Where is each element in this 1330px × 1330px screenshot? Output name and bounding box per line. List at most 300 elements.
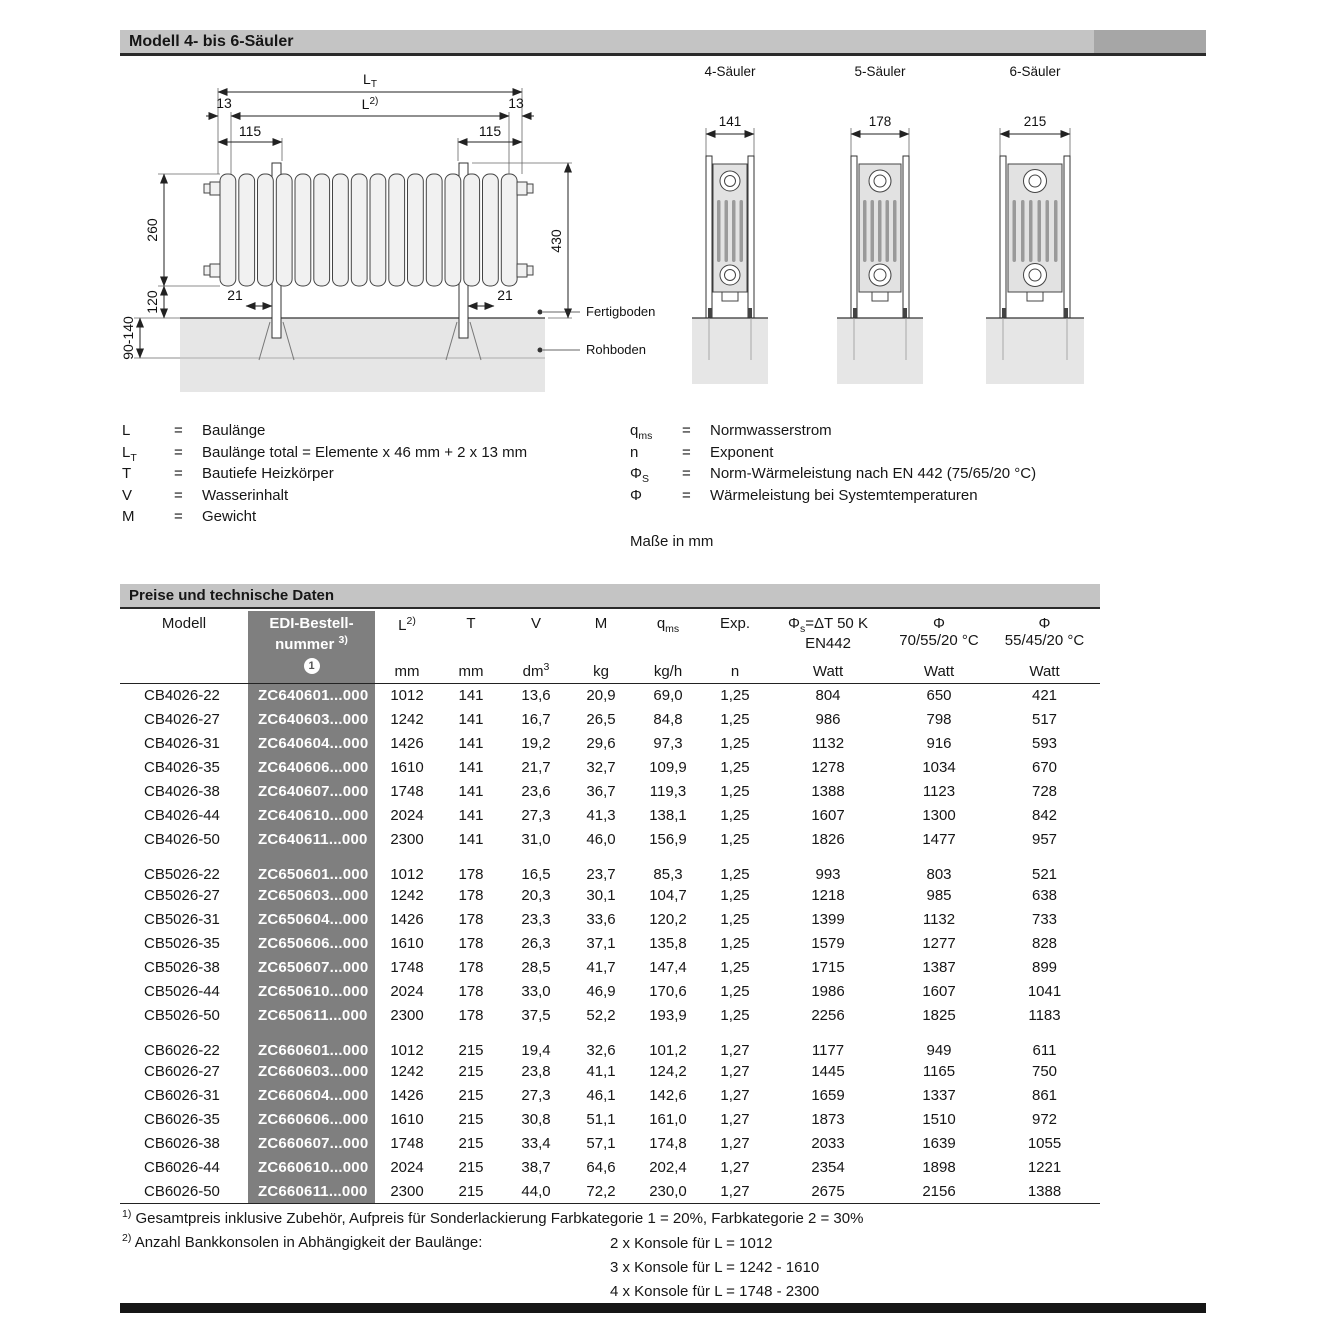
fertigboden-label: Fertigboden — [586, 304, 656, 319]
qms-cell: 161,0 — [649, 1111, 687, 1128]
table-row — [120, 1004, 1100, 1028]
qms-cell: 104,7 — [649, 887, 687, 904]
v-cell: 23,3 — [521, 911, 551, 928]
phi-70-cell: 2156 — [889, 1180, 989, 1204]
table-row — [120, 684, 1100, 708]
phi-s-cell: 2256 — [811, 1007, 845, 1024]
svg-text:430: 430 — [548, 229, 564, 253]
table-row — [120, 932, 1100, 956]
exp-cell: 1,27 — [720, 1041, 750, 1059]
qms-cell: 84,8 — [653, 711, 683, 728]
m-cell: 41,3 — [586, 807, 616, 824]
phi-55-cell: 842 — [1031, 807, 1058, 824]
section-title: Modell 4- bis 6-Säuler — [129, 32, 294, 50]
l-cell: 1426 — [390, 1087, 424, 1104]
l-cell: 2024 — [390, 807, 424, 824]
qms-cell: 138,1 — [649, 807, 687, 824]
qms-cell: 170,6 — [649, 983, 687, 1000]
edi-cell: ZC650601...000 — [248, 852, 375, 884]
l-cell: 1748 — [390, 783, 424, 800]
table-row — [120, 804, 1100, 828]
phi-s-cell: 1177 — [811, 1041, 845, 1059]
floor — [180, 318, 545, 392]
col-bautiefe: T mm — [439, 611, 503, 684]
exp-cell: 1,27 — [720, 1087, 750, 1104]
m-cell: 37,1 — [586, 935, 616, 952]
qms-cell: 124,2 — [649, 1063, 687, 1080]
phi-55-cell: 1221 — [1027, 1159, 1062, 1176]
model-cell: CB6026-38 — [144, 1135, 220, 1152]
phi-55-cell: 1388 — [989, 1180, 1100, 1204]
svg-text:13: 13 — [216, 95, 232, 111]
model-cell: CB4026-22 — [144, 687, 220, 705]
side-view-4-width: 141 — [718, 114, 742, 129]
model-cell: CB5026-27 — [144, 887, 220, 904]
svg-text:115: 115 — [238, 123, 262, 139]
t-cell: 141 — [458, 759, 484, 776]
floor-level-labels — [538, 304, 656, 357]
phi-s-cell: 1826 — [811, 831, 845, 848]
phi-s-cell: 1132 — [811, 735, 845, 752]
legend-row: $\Phi_S$ = Norm-Wärmeleistung nach EN 442 (75/65/20 °C) — [630, 465, 1037, 485]
exp-cell: 1,25 — [720, 711, 750, 728]
t-cell: 141 — [458, 735, 484, 752]
phi-s-cell: 1986 — [811, 983, 845, 1000]
phi-70-cell: 1898 — [922, 1159, 956, 1176]
col-baulaenge: $L^{2)}$ mm — [375, 611, 439, 684]
model-cell: CB6026-50 — [120, 1180, 248, 1204]
m-cell: 41,1 — [586, 1063, 616, 1080]
model-cell: CB5026-35 — [144, 935, 220, 952]
phi-s-cell: 2675 — [767, 1180, 889, 1204]
phi-55-cell: 750 — [1031, 1063, 1058, 1080]
qms-cell: 135,8 — [649, 935, 687, 952]
qms-cell: 174,8 — [649, 1135, 687, 1152]
phi-55-cell: 517 — [1031, 711, 1058, 728]
col-exponent: Exp. n — [703, 611, 767, 684]
side-view-6-width: 215 — [1023, 114, 1047, 129]
footnote-2: $^{2)}$ Anzahl Bankkonsolen in Abhängigkeit der Baulänge: 2 x Konsole für L = 1012 3 x Konsole für L = 1242 - 1610 4 x Konsole für L = 1748 - 2300 — [122, 1232, 1208, 1304]
exp-cell: 1,27 — [720, 1135, 750, 1152]
phi-55-cell: 957 — [1031, 831, 1058, 848]
m-cell: 52,2 — [586, 1007, 616, 1024]
table-row — [120, 828, 1100, 852]
model-cell: CB4026-44 — [144, 807, 220, 824]
table-row — [120, 732, 1100, 756]
front-view — [120, 71, 655, 392]
edi-cell: ZC640606...000 — [248, 756, 375, 780]
edi-cell: ZC640603...000 — [248, 708, 375, 732]
qms-cell: 230,0 — [633, 1180, 703, 1204]
phi-70-cell: 1277 — [922, 935, 956, 952]
v-cell: 33,0 — [521, 983, 551, 1000]
table-row — [120, 852, 1100, 884]
exp-cell: 1,25 — [720, 935, 750, 952]
footnote-2-item: 2 x Konsole für L = 1012 — [610, 1235, 773, 1252]
v-cell: 13,6 — [521, 687, 551, 705]
phi-s-cell: 2354 — [811, 1159, 845, 1176]
qms-cell: 193,9 — [649, 1007, 687, 1024]
phi-s-cell: 1445 — [811, 1063, 845, 1080]
model-cell: CB6026-22 — [144, 1041, 220, 1059]
edi-cell: ZC650606...000 — [248, 932, 375, 956]
legend-row: Φ = Wärmeleistung bei Systemtemperaturen — [630, 486, 978, 504]
model-cell: CB4026-50 — [144, 831, 220, 848]
m-cell: 33,6 — [586, 911, 616, 928]
edi-cell: ZC640610...000 — [248, 804, 375, 828]
edi-cell: ZC640607...000 — [248, 780, 375, 804]
qms-cell: 69,0 — [653, 687, 683, 705]
edi-cell: ZC640604...000 — [248, 732, 375, 756]
edi-cell: ZC660607...000 — [248, 1132, 375, 1156]
table-row — [120, 956, 1100, 980]
exp-cell: 1,25 — [720, 865, 750, 883]
units-note: Maße in mm — [630, 533, 714, 550]
svg-text:260: 260 — [144, 218, 160, 242]
phi-55-cell: 593 — [1031, 735, 1058, 752]
exp-cell: 1,25 — [720, 783, 750, 800]
t-cell: 215 — [458, 1135, 484, 1152]
legend-row: L = Baulänge — [122, 422, 266, 439]
svg-text:LT: $L_T$ — [363, 71, 377, 90]
phi-55-cell: 861 — [1031, 1087, 1058, 1104]
edi-footnote-badge: 1 — [304, 658, 320, 674]
col-wasserinhalt: V $dm^3$ — [503, 611, 569, 684]
svg-text:120: 120 — [144, 290, 160, 314]
exp-cell: 1,27 — [703, 1180, 767, 1204]
phi-70-cell: 1165 — [922, 1063, 956, 1080]
table-row — [120, 780, 1100, 804]
exp-cell: 1,25 — [720, 911, 750, 928]
phi-s-cell: 1278 — [811, 759, 845, 776]
t-cell: 178 — [458, 959, 484, 976]
exp-cell: 1,25 — [720, 983, 750, 1000]
v-cell: 16,5 — [521, 865, 551, 883]
exp-cell: 1,25 — [720, 887, 750, 904]
phi-70-cell: 1825 — [922, 1007, 956, 1024]
phi-70-cell: 798 — [926, 711, 952, 728]
legend-row: $L_T$ = Baulänge total = Elemente x 46 mm + 2 x 13 mm — [122, 443, 528, 464]
exp-cell: 1,27 — [720, 1159, 750, 1176]
v-cell: 44,0 — [503, 1180, 569, 1204]
l-cell: 1748 — [390, 1135, 424, 1152]
exp-cell: 1,25 — [720, 807, 750, 824]
phi-s-cell: 993 — [815, 865, 841, 883]
phi-s-cell: 804 — [815, 687, 841, 705]
side-view-5-width: 178 — [868, 114, 892, 129]
model-cell: CB4026-31 — [144, 735, 220, 752]
col-normwasserstrom: $q_{ms}$ kg/h — [633, 611, 703, 684]
m-cell: 57,1 — [586, 1135, 616, 1152]
m-cell: 51,1 — [586, 1111, 616, 1128]
phi-s-cell: 1873 — [811, 1111, 845, 1128]
phi-70-cell: 1510 — [922, 1111, 956, 1128]
m-cell: 29,6 — [586, 735, 616, 752]
v-cell: 27,3 — [521, 1087, 551, 1104]
t-cell: 215 — [458, 1087, 484, 1104]
technical-drawing — [120, 60, 1206, 410]
phi-70-cell: 949 — [926, 1041, 952, 1059]
side-view-6-title: 6-Säuler — [1009, 64, 1061, 79]
l-cell: 1012 — [390, 865, 424, 883]
v-cell: 16,7 — [521, 711, 551, 728]
side-view-5 — [837, 64, 923, 384]
col-edi-bestellnummer: EDI-Bestell- nummer $^{3)}$ 1 — [248, 611, 375, 684]
footnote-2-item: 3 x Konsole für L = 1242 - 1610 — [610, 1259, 820, 1276]
l-cell: 1426 — [390, 911, 424, 928]
l-cell: 2300 — [390, 1007, 424, 1024]
side-view-6 — [986, 64, 1084, 384]
phi-s-cell: 986 — [815, 711, 841, 728]
t-cell: 141 — [458, 711, 484, 728]
m-cell: 46,0 — [586, 831, 616, 848]
t-cell: 178 — [458, 1007, 484, 1024]
l-cell: 1242 — [390, 887, 424, 904]
model-cell: CB5026-22 — [144, 865, 220, 883]
l-cell: 2300 — [375, 1180, 439, 1204]
exp-cell: 1,27 — [720, 1111, 750, 1128]
phi-55-cell: 899 — [1031, 959, 1058, 976]
t-cell: 141 — [458, 687, 484, 705]
phi-s-cell: 2033 — [811, 1135, 845, 1152]
table-row — [120, 1060, 1100, 1084]
qms-cell: 120,2 — [649, 911, 687, 928]
side-view-4 — [692, 64, 768, 384]
edi-cell: ZC660606...000 — [248, 1108, 375, 1132]
l-cell: 2024 — [390, 983, 424, 1000]
phi-55-cell: 421 — [1031, 687, 1058, 705]
l-cell: 1748 — [390, 959, 424, 976]
edi-cell: ZC650604...000 — [248, 908, 375, 932]
model-cell: CB5026-31 — [144, 911, 220, 928]
edi-cell: ZC660610...000 — [248, 1156, 375, 1180]
l-cell: 1426 — [390, 735, 424, 752]
exp-cell: 1,25 — [720, 831, 750, 848]
exp-cell: 1,25 — [720, 687, 750, 705]
table-row — [120, 980, 1100, 1004]
l-cell: 1242 — [390, 711, 424, 728]
table-row — [120, 1132, 1100, 1156]
v-cell: 33,4 — [521, 1135, 551, 1152]
footnote-2-item: 4 x Konsole für L = 1748 - 2300 — [610, 1283, 820, 1300]
table-row — [120, 1108, 1100, 1132]
table-row — [120, 1028, 1100, 1060]
model-cell: CB4026-27 — [144, 711, 220, 728]
model-cell: CB5026-44 — [144, 983, 220, 1000]
edi-cell: ZC660604...000 — [248, 1084, 375, 1108]
phi-55-cell: 670 — [1031, 759, 1058, 776]
qms-cell: 147,4 — [649, 959, 687, 976]
t-cell: 215 — [458, 1041, 484, 1059]
phi-70-cell: 1639 — [922, 1135, 956, 1152]
l-cell: 1610 — [390, 935, 424, 952]
svg-text:90-140: 90-140 — [120, 316, 136, 360]
v-cell: 38,7 — [521, 1159, 551, 1176]
phi-70-cell: 1477 — [922, 831, 956, 848]
m-cell: 26,5 — [586, 711, 616, 728]
title-bar-dark-cap — [1094, 30, 1206, 53]
phi-70-cell: 1132 — [922, 911, 956, 928]
col-gewicht: M kg — [569, 611, 633, 684]
phi-70-cell: 1300 — [922, 807, 956, 824]
t-cell: 215 — [458, 1159, 484, 1176]
table-row — [120, 884, 1100, 908]
phi-55-cell: 972 — [1031, 1111, 1058, 1128]
exp-cell: 1,25 — [720, 1007, 750, 1024]
legend-row: M = Gewicht — [122, 508, 257, 525]
col-modell: Modell — [120, 611, 248, 684]
t-cell: 178 — [458, 911, 484, 928]
svg-text:21: 21 — [497, 287, 513, 303]
qms-cell: 109,9 — [649, 759, 687, 776]
l-cell: 2024 — [390, 1159, 424, 1176]
model-cell: CB5026-50 — [144, 1007, 220, 1024]
v-cell: 27,3 — [521, 807, 551, 824]
svg-text:115: 115 — [478, 123, 502, 139]
l-cell: 2300 — [390, 831, 424, 848]
qms-cell: 142,6 — [649, 1087, 687, 1104]
svg-text:21: 21 — [227, 287, 243, 303]
phi-55-cell: 728 — [1031, 783, 1058, 800]
legend-row: V = Wasserinhalt — [122, 486, 289, 504]
table-row — [120, 708, 1100, 732]
col-phi-70-55-20: Φ 70/55/20 °C Watt — [889, 611, 989, 684]
v-cell: 20,3 — [521, 887, 551, 904]
phi-70-cell: 1337 — [922, 1087, 956, 1104]
phi-55-cell: 611 — [1032, 1041, 1057, 1059]
footnote-2-items — [610, 1232, 819, 1304]
v-cell: 19,2 — [521, 735, 551, 752]
legend-right — [630, 422, 1036, 508]
edi-cell: ZC660601...000 — [248, 1028, 375, 1060]
m-cell: 64,6 — [586, 1159, 616, 1176]
t-cell: 178 — [458, 935, 484, 952]
edi-cell: ZC650603...000 — [248, 884, 375, 908]
phi-55-cell: 638 — [1031, 887, 1058, 904]
m-cell: 30,1 — [586, 887, 616, 904]
v-cell: 37,5 — [521, 1007, 551, 1024]
radiator-body — [204, 174, 533, 286]
model-cell: CB6026-35 — [144, 1111, 220, 1128]
legend-row: n = Exponent — [630, 443, 774, 461]
phi-70-cell: 1387 — [922, 959, 956, 976]
phi-70-cell: 985 — [926, 887, 952, 904]
legend-left — [122, 422, 527, 530]
section-title-bar — [120, 30, 1206, 56]
v-cell: 30,8 — [521, 1111, 551, 1128]
phi-70-cell: 1607 — [922, 983, 956, 1000]
m-cell: 23,7 — [586, 865, 616, 883]
l-cell: 1610 — [390, 759, 424, 776]
t-cell: 141 — [458, 831, 484, 848]
col-phi-s-en442: $\Phi_s=\Delta T$ 50 K EN442 Watt — [767, 611, 889, 684]
phi-55-cell: 733 — [1031, 911, 1058, 928]
edi-cell: ZC660611...000 — [248, 1180, 375, 1204]
v-cell: 23,6 — [521, 783, 551, 800]
table-row — [120, 1084, 1100, 1108]
model-cell: CB6026-44 — [144, 1159, 220, 1176]
exp-cell: 1,25 — [720, 959, 750, 976]
qms-cell: 85,3 — [653, 865, 683, 883]
edi-cell: ZC650610...000 — [248, 980, 375, 1004]
l-cell: 1012 — [390, 1041, 424, 1059]
exp-cell: 1,27 — [720, 1063, 750, 1080]
phi-s-cell: 1659 — [811, 1087, 845, 1104]
table-body — [120, 684, 1100, 1204]
model-cell: CB4026-38 — [144, 783, 220, 800]
table-row — [120, 908, 1100, 932]
v-cell: 21,7 — [521, 759, 551, 776]
rohboden-label: Rohboden — [586, 342, 646, 357]
t-cell: 178 — [458, 865, 484, 883]
edi-cell: ZC640611...000 — [248, 828, 375, 852]
m-cell: 32,7 — [586, 759, 616, 776]
edi-cell: ZC650607...000 — [248, 956, 375, 980]
svg-text:L2): $L^{2)}$ — [361, 96, 379, 112]
model-cell: CB6026-27 — [144, 1063, 220, 1080]
side-view-5-title: 5-Säuler — [854, 64, 906, 79]
v-cell: 31,0 — [521, 831, 551, 848]
qms-cell: 101,2 — [649, 1041, 687, 1059]
qms-cell: 119,3 — [649, 783, 687, 800]
m-cell: 36,7 — [586, 783, 616, 800]
bottom-rule-bar — [120, 1303, 1206, 1313]
phi-70-cell: 650 — [926, 687, 952, 705]
svg-text:13: 13 — [508, 95, 524, 111]
table-title: Preise und technische Daten — [129, 587, 335, 604]
table-row — [120, 1180, 1100, 1204]
v-cell: 19,4 — [521, 1041, 551, 1059]
model-cell: CB4026-35 — [144, 759, 220, 776]
t-cell: 215 — [458, 1111, 484, 1128]
phi-70-cell: 916 — [926, 735, 952, 752]
phi-55-cell: 521 — [1031, 865, 1058, 883]
m-cell: 46,1 — [586, 1087, 616, 1104]
table-title-bar — [120, 584, 1100, 609]
t-cell: 141 — [458, 807, 484, 824]
phi-55-cell: 1183 — [1028, 1007, 1061, 1024]
legend-row: $q_{ms}$ = Normwasserstrom — [630, 422, 832, 442]
exp-cell: 1,25 — [720, 735, 750, 752]
footnote-1: $^{1)}$ Gesamtpreis inklusive Zubehör, Aufpreis für Sonderlackierung Farbkategorie 1 = 20%, Farbkategorie 2 = 30% — [122, 1208, 864, 1227]
edi-cell: ZC650611...000 — [248, 1004, 375, 1028]
m-cell: 41,7 — [586, 959, 616, 976]
phi-s-cell: 1399 — [811, 911, 845, 928]
phi-70-cell: 803 — [926, 865, 952, 883]
t-cell: 141 — [458, 783, 484, 800]
edi-cell: ZC660603...000 — [248, 1060, 375, 1084]
l-cell: 1012 — [390, 687, 424, 705]
m-cell: 72,2 — [569, 1180, 633, 1204]
table-row — [120, 1156, 1100, 1180]
v-cell: 23,8 — [521, 1063, 551, 1080]
m-cell: 46,9 — [586, 983, 616, 1000]
model-cell: CB6026-31 — [144, 1087, 220, 1104]
phi-s-cell: 1218 — [811, 887, 845, 904]
table-header — [120, 611, 1100, 684]
qms-cell: 97,3 — [653, 735, 683, 752]
l-cell: 1242 — [390, 1063, 424, 1080]
phi-s-cell: 1579 — [811, 935, 845, 952]
data-table — [120, 611, 1100, 1204]
table-row — [120, 756, 1100, 780]
t-cell: 215 — [439, 1180, 503, 1204]
exp-cell: 1,25 — [720, 759, 750, 776]
phi-70-cell: 1123 — [922, 783, 956, 800]
qms-cell: 156,9 — [649, 831, 687, 848]
col-phi-55-45-20: Φ 55/45/20 °C Watt — [989, 611, 1100, 684]
v-cell: 28,5 — [521, 959, 551, 976]
